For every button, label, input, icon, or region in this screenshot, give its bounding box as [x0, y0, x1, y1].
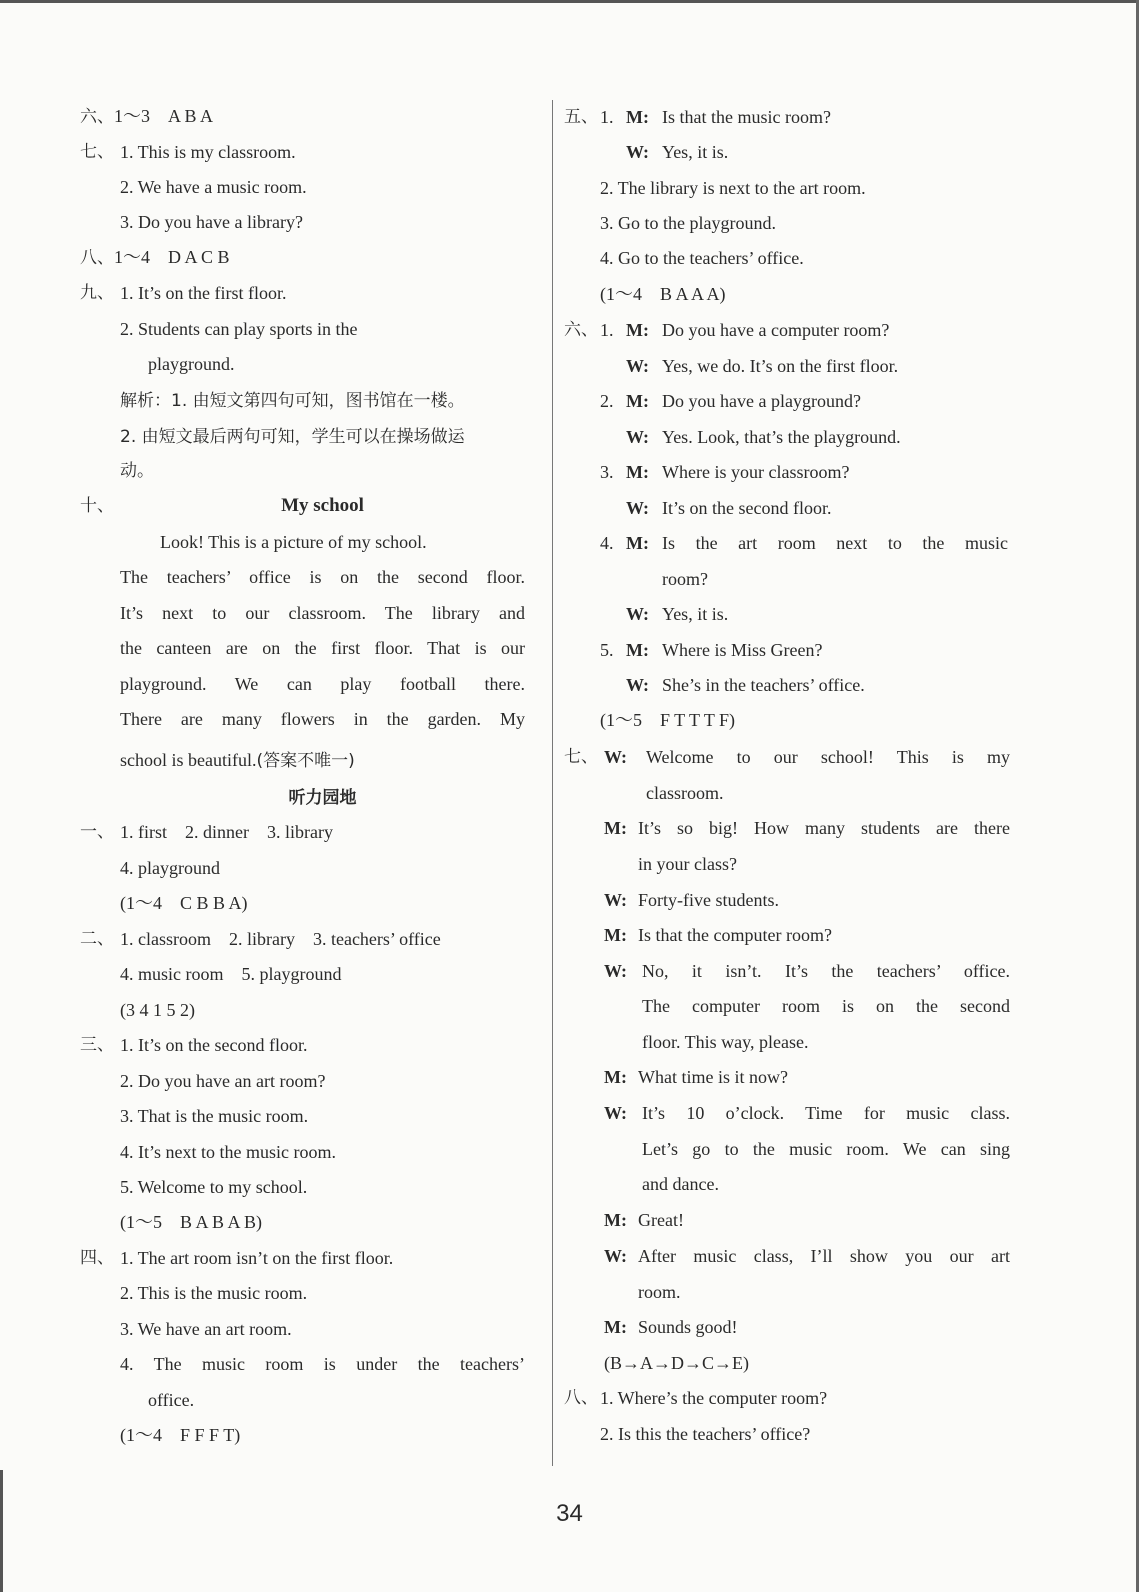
dialog-text: Great!	[638, 1210, 684, 1230]
analysis-line: 动。	[120, 461, 154, 481]
analysis-line: 2. 由短文最后两句可知，学生可以在操场做运	[120, 427, 465, 447]
speaker-m: M:	[626, 533, 649, 553]
dialog-text: Yes, we do. It’s on the first floor.	[662, 356, 899, 376]
section-8-number: 八、	[564, 1388, 598, 1408]
essay-line: The teachers’ office is on the second floor.	[120, 567, 525, 587]
answer-line: 1. Where’s the computer room?	[600, 1388, 828, 1408]
dialog-text: Let’s go to the music room. We can sing	[642, 1139, 1010, 1159]
dialog-text: Yes, it is.	[662, 142, 729, 162]
dialog-text: Where is Miss Green?	[662, 640, 823, 660]
analysis-line: 解析：1. 由短文第四句可知，图书馆在一楼。	[120, 391, 465, 411]
dialog-text: floor. This way, please.	[642, 1032, 809, 1052]
answer-line: 2. Is this the teachers’ office?	[600, 1424, 811, 1444]
dialog-text: After music class, I’ll show you our art	[638, 1246, 1010, 1266]
dialog-text: Do you have a computer room?	[662, 320, 890, 340]
dialog-text: in your class?	[638, 854, 737, 874]
dialog-text: What time is it now?	[638, 1067, 788, 1087]
dialog-text: room?	[662, 569, 708, 589]
speaker-m: M:	[604, 925, 627, 945]
speaker-w: W:	[604, 747, 628, 767]
item-number: 1.	[600, 107, 614, 127]
speaker-w: W:	[604, 1103, 628, 1123]
speaker-w: W:	[626, 498, 650, 518]
answer-line: 2. Students can play sports in the	[120, 319, 358, 339]
speaker-w: W:	[626, 675, 650, 695]
dialog-text: Is that the music room?	[662, 107, 831, 127]
answer-line: 3. That is the music room.	[120, 1106, 309, 1126]
listening-section-title: 听力园地	[288, 788, 357, 808]
dialog-text: Sounds good!	[638, 1317, 738, 1337]
section-6-number: 六、	[564, 320, 598, 340]
speaker-m: M:	[604, 1210, 627, 1230]
listening-3-number: 三、	[80, 1035, 114, 1055]
answer-line: 1. This is my classroom.	[120, 142, 296, 162]
speaker-m: M:	[626, 320, 649, 340]
answer-line: 2. We have a music room.	[120, 177, 307, 197]
item-number: 5.	[600, 640, 614, 660]
speaker-m: M:	[604, 1317, 627, 1337]
answer-line: playground.	[148, 354, 235, 374]
item-number: 3.	[600, 462, 614, 482]
essay-last-line: school is beautiful.(答案不唯一)	[120, 750, 355, 771]
speaker-w: W:	[604, 890, 628, 910]
essay-line: playground. We can play football there.	[120, 674, 525, 694]
answer-key: (1～4 B A A A)	[600, 284, 726, 304]
item-number: 2.	[600, 391, 614, 411]
dialog-text: Is that the computer room?	[638, 925, 832, 945]
speaker-m: M:	[626, 107, 649, 127]
speaker-w: W:	[626, 142, 650, 162]
listening-2-number: 二、	[80, 929, 114, 949]
answer-line: 4. The music room is under the teachers’	[120, 1354, 525, 1374]
dialog-text: Where is your classroom?	[662, 462, 850, 482]
answer-line: 1. first 2. dinner 3. library	[120, 822, 333, 842]
answer-line: 2. The library is next to the art room.	[600, 178, 866, 198]
section-6: 六、1～3 A B A	[80, 106, 214, 127]
speaker-w: W:	[626, 604, 650, 624]
answer-line: 1. It’s on the second floor.	[120, 1035, 308, 1055]
scan-left-edge	[0, 1470, 3, 1592]
answer-line: 3. Do you have a library?	[120, 212, 303, 232]
section-7-number: 七、	[80, 142, 114, 162]
speaker-m: M:	[604, 818, 627, 838]
answer-line: 3. Go to the playground.	[600, 213, 776, 233]
answer-key: (1～5 F T T T F)	[600, 710, 736, 730]
answer-key: (1～5 B A B A B)	[120, 1212, 263, 1232]
speaker-m: M:	[626, 640, 649, 660]
section-8: 八、1～4 D A C B	[80, 247, 230, 268]
answer-line: 1. The art room isn’t on the first floor.	[120, 1248, 394, 1268]
section-5-number: 五、	[564, 107, 598, 127]
dialog-text: Yes, it is.	[662, 604, 729, 624]
speaker-w: W:	[604, 1246, 628, 1266]
section-7-number: 七、	[564, 747, 598, 767]
listening-4-number: 四、	[80, 1248, 114, 1268]
dialog-text: classroom.	[646, 783, 724, 803]
answer-line: 4. playground	[120, 858, 220, 878]
answer-line: 2. This is the music room.	[120, 1283, 308, 1303]
answer-line: 1. classroom 2. library 3. teachers’ office	[120, 929, 441, 949]
answer-key: (1～4 C B B A)	[120, 893, 248, 913]
answer-line: 1. It’s on the first floor.	[120, 283, 287, 303]
dialog-text: It’s so big! How many students are there	[638, 818, 1010, 838]
section-10-number: 十、	[80, 496, 114, 516]
dialog-text: The computer room is on the second	[642, 996, 1010, 1016]
speaker-m: M:	[626, 391, 649, 411]
answer-key: (1～4 F F F T)	[120, 1425, 241, 1445]
dialog-text: Do you have a playground?	[662, 391, 861, 411]
speaker-w: W:	[604, 961, 628, 981]
essay-line: the canteen are on the first floor. That is our	[120, 638, 525, 658]
answer-line: office.	[148, 1390, 195, 1410]
speaker-w: W:	[626, 356, 650, 376]
essay-line: Look! This is a picture of my school.	[160, 532, 427, 552]
answer-line: 5. Welcome to my school.	[120, 1177, 308, 1197]
item-number: 4.	[600, 533, 614, 553]
dialog-text: It’s on the second floor.	[662, 498, 832, 518]
dialog-text: It’s 10 o’clock. Time for music class.	[642, 1103, 1010, 1123]
item-number: 1.	[600, 320, 614, 340]
dialog-text: and dance.	[642, 1174, 719, 1194]
dialog-text: She’s in the teachers’ office.	[662, 675, 865, 695]
dialog-text: Forty-five students.	[638, 890, 779, 910]
speaker-m: M:	[604, 1067, 627, 1087]
answer-key: (3 4 1 5 2)	[120, 1000, 195, 1020]
speaker-w: W:	[626, 427, 650, 447]
essay-line: It’s next to our classroom. The library and	[120, 603, 525, 623]
essay-line: There are many flowers in the garden. My	[120, 709, 525, 729]
answer-line: 4. It’s next to the music room.	[120, 1142, 336, 1162]
answer-line: 2. Do you have an art room?	[120, 1071, 326, 1091]
dialog-text: Is the art room next to the music	[662, 533, 1008, 553]
scan-top-edge	[0, 0, 1139, 3]
speaker-m: M:	[626, 462, 649, 482]
listening-1-number: 一、	[80, 822, 114, 842]
dialog-text: No, it isn’t. It’s the teachers’ office.	[642, 961, 1010, 981]
answer-line: 3. We have an art room.	[120, 1319, 292, 1339]
dialog-text: Yes. Look, that’s the playground.	[662, 427, 901, 447]
section-9-number: 九、	[80, 283, 114, 303]
answer-line: 4. music room 5. playground	[120, 964, 342, 984]
page-number: 34	[556, 1500, 583, 1527]
dialog-text: room.	[638, 1282, 681, 1302]
answer-line: 4. Go to the teachers’ office.	[600, 248, 804, 268]
answer-key: (B→A→D→C→E)	[604, 1353, 749, 1373]
dialog-text: Welcome to our school! This is my	[646, 747, 1010, 767]
column-divider	[552, 100, 553, 1466]
essay-title: My school	[281, 495, 364, 516]
